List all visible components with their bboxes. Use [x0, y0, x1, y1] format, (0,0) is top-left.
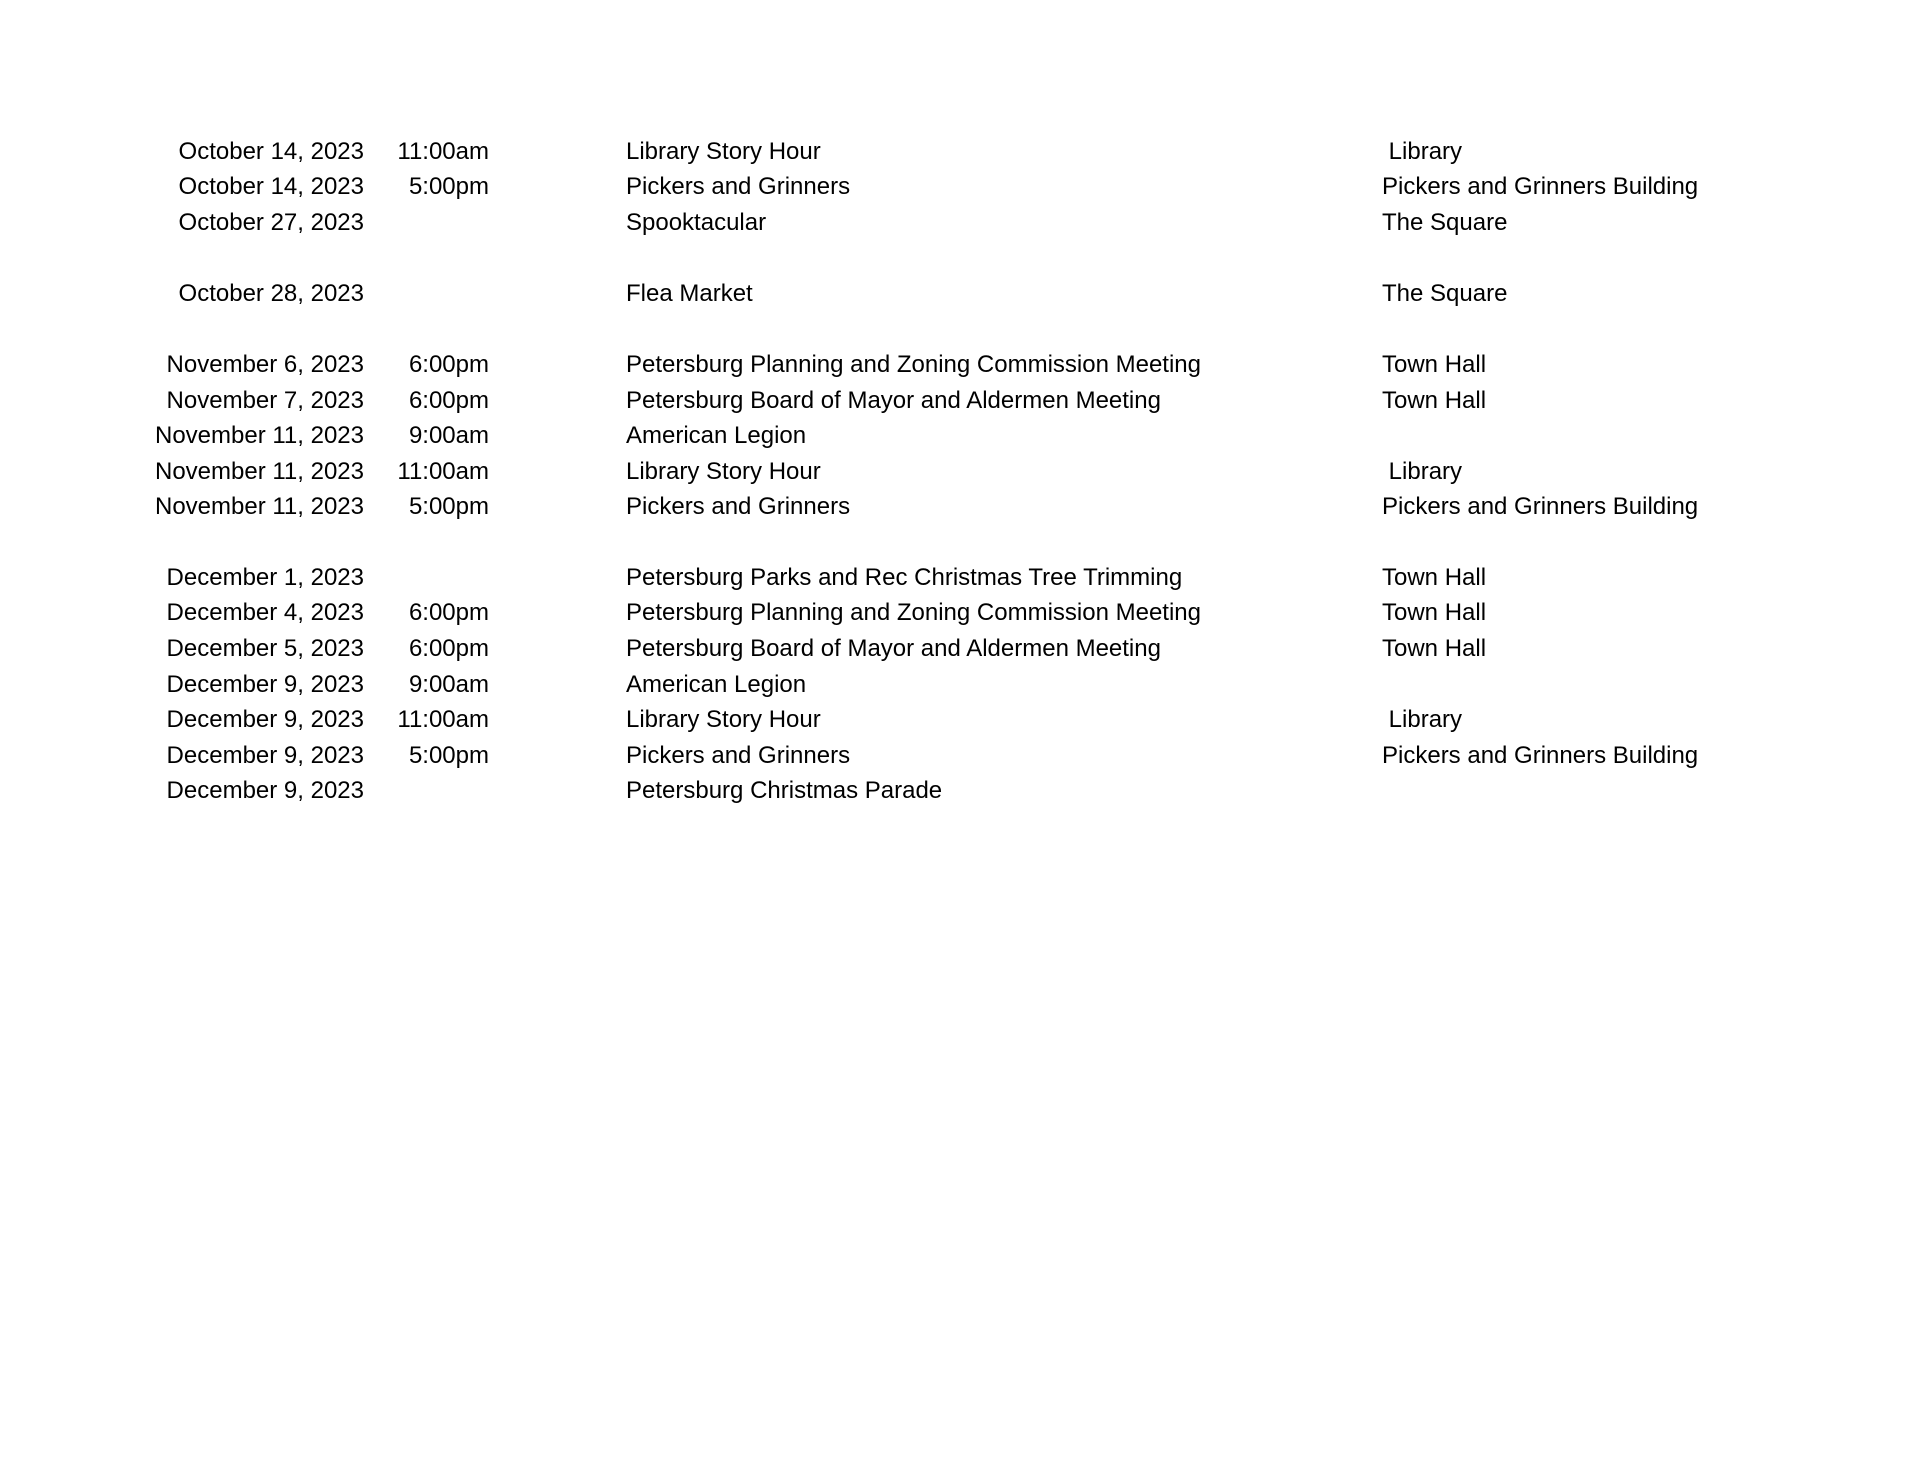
event-title: Petersburg Parks and Rec Christmas Tree Trimming	[626, 564, 1183, 591]
event-date: December 9, 2023	[166, 671, 364, 698]
event-time: 5:00pm	[408, 173, 489, 200]
event-location: Library	[1382, 458, 1463, 485]
event-title: American Legion	[626, 422, 807, 449]
event-date: November 11, 2023	[154, 493, 364, 520]
event-date: December 9, 2023	[166, 706, 364, 733]
event-location: The Square	[1382, 280, 1508, 307]
event-row	[0, 598, 1920, 628]
event-time: 9:00am	[408, 671, 489, 698]
event-time: 11:00am	[397, 706, 489, 733]
event-date: December 5, 2023	[166, 635, 364, 662]
event-date: October 14, 2023	[178, 138, 364, 165]
event-location: Pickers and Grinners Building	[1382, 173, 1699, 200]
event-row	[0, 279, 1920, 309]
event-row	[0, 208, 1920, 238]
event-row	[0, 776, 1920, 806]
event-location: Town Hall	[1382, 351, 1487, 378]
event-row	[0, 386, 1920, 416]
event-date: December 4, 2023	[166, 599, 364, 626]
event-title: Petersburg Board of Mayor and Aldermen Meeting	[626, 387, 1161, 414]
event-time: 9:00am	[408, 422, 489, 449]
event-time: 6:00pm	[408, 635, 489, 662]
event-time: 6:00pm	[408, 351, 489, 378]
event-row	[0, 457, 1920, 487]
event-row	[0, 705, 1920, 735]
event-title: Pickers and Grinners	[626, 173, 851, 200]
event-title: Petersburg Board of Mayor and Aldermen Meeting	[626, 635, 1161, 662]
event-title: Library Story Hour	[626, 706, 821, 733]
event-row	[0, 563, 1920, 593]
event-date: December 9, 2023	[166, 742, 364, 769]
event-time: 11:00am	[397, 138, 489, 165]
event-date: November 7, 2023	[166, 387, 364, 414]
event-time: 6:00pm	[408, 599, 489, 626]
event-title: Pickers and Grinners	[626, 493, 851, 520]
event-title: Petersburg Christmas Parade	[626, 777, 943, 804]
event-title: Library Story Hour	[626, 458, 821, 485]
event-time: 11:00am	[397, 458, 489, 485]
event-title: Petersburg Planning and Zoning Commission Meeting	[626, 351, 1201, 378]
event-row	[0, 492, 1920, 522]
event-date: November 11, 2023	[154, 458, 364, 485]
event-date: October 27, 2023	[178, 209, 364, 236]
event-location: Town Hall	[1382, 635, 1487, 662]
event-time: 5:00pm	[408, 493, 489, 520]
event-location: Library	[1382, 138, 1463, 165]
event-row	[0, 172, 1920, 202]
event-time: 6:00pm	[408, 387, 489, 414]
event-location: The Square	[1382, 209, 1508, 236]
event-location: Library	[1382, 706, 1463, 733]
event-row	[0, 670, 1920, 700]
event-date: October 14, 2023	[178, 173, 364, 200]
event-row	[0, 634, 1920, 664]
event-title: Petersburg Planning and Zoning Commission Meeting	[626, 599, 1201, 626]
event-location: Town Hall	[1382, 599, 1487, 626]
event-date: October 28, 2023	[178, 280, 364, 307]
event-date: November 6, 2023	[166, 351, 364, 378]
event-location: Pickers and Grinners Building	[1382, 742, 1699, 769]
event-row	[0, 350, 1920, 380]
event-location: Town Hall	[1382, 564, 1487, 591]
event-title: American Legion	[626, 671, 807, 698]
event-time: 5:00pm	[408, 742, 489, 769]
event-row	[0, 421, 1920, 451]
event-date: December 1, 2023	[166, 564, 364, 591]
event-title: Flea Market	[626, 280, 753, 307]
event-title: Library Story Hour	[626, 138, 821, 165]
event-date: November 11, 2023	[154, 422, 364, 449]
event-row	[0, 137, 1920, 167]
event-location: Town Hall	[1382, 387, 1487, 414]
event-location: Pickers and Grinners Building	[1382, 493, 1699, 520]
event-title: Pickers and Grinners	[626, 742, 851, 769]
event-date: December 9, 2023	[166, 777, 364, 804]
event-row	[0, 741, 1920, 771]
event-title: Spooktacular	[626, 209, 767, 236]
